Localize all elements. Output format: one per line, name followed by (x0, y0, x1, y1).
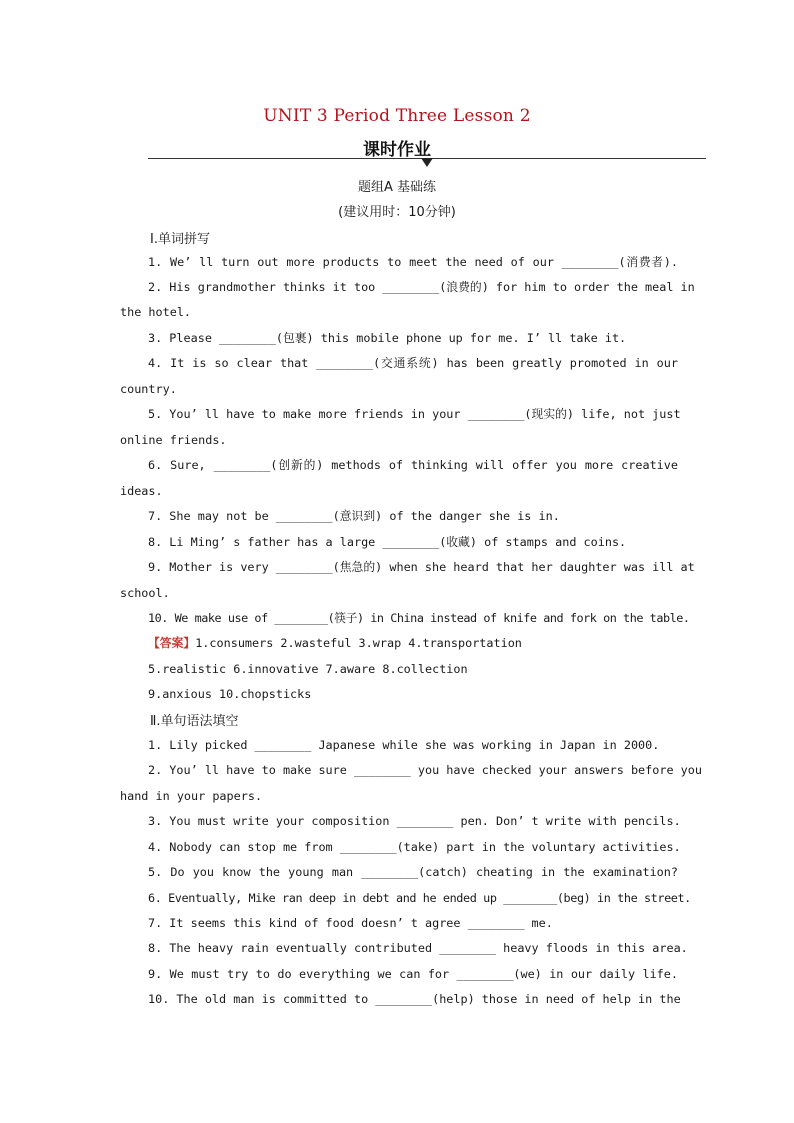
question-line: 4. It is so clear that ________(交通系统) has been greatly promoted in our (148, 356, 678, 370)
question-line: 8. Li Ming’ s father has a large ________(收藏) of stamps and coins. (148, 535, 627, 549)
question-line-continued: the hotel. (120, 305, 192, 319)
question-line-continued: ideas. (120, 484, 163, 498)
page-subtitle: 课时作业 (363, 140, 431, 160)
triangle-marker-icon (421, 158, 433, 167)
question-line: 2. You’ ll have to make sure ________ you have checked your answers before you (148, 763, 702, 777)
question-line: 8. The heavy rain eventually contributed ________ heavy floods in this area. (148, 941, 688, 955)
section-heading-grammar: Ⅱ.单句语法填空 (150, 714, 239, 729)
question-line: 7. She may not be ________(意识到) of the danger she is in. (148, 509, 560, 523)
question-line: 1. We’ ll turn out more products to meet the need of our ________(消费者). (148, 255, 678, 269)
suggested-time: (建议用时：10分钟) (338, 205, 456, 220)
question-line: 10. The old man is committed to ________(help) those in need of help in the (148, 992, 681, 1006)
question-line: 9. Mother is very ________(焦急的) when she heard that her daughter was ill at (148, 560, 695, 574)
question-line: 6. Sure, ________(创新的) methods of thinking will offer you more creative (148, 458, 678, 472)
question-line-continued: online friends. (120, 433, 227, 447)
page-title: UNIT 3 Period Three Lesson 2 (263, 106, 531, 126)
exercise-group-label: 题组A 基础练 (357, 180, 437, 195)
question-line: 7. It seems this kind of food doesn’ t agree ________ me. (148, 916, 553, 930)
question-line: 2. His grandmother thinks it too ________(浪费的) for him to order the meal in (148, 280, 695, 294)
question-line: 6. Eventually, Mike ran deep in debt and he ended up ________(beg) in the street. (148, 891, 691, 905)
question-line-continued: school. (120, 586, 170, 600)
answer-line: 5.realistic 6.innovative 7.aware 8.collection (148, 662, 468, 676)
question-line-continued: country. (120, 382, 177, 396)
section-heading-spelling: Ⅰ.单词拼写 (150, 232, 210, 247)
answer-line: 9.anxious 10.chopsticks (148, 687, 312, 701)
question-line: 3. Please ________(包裹) this mobile phone up for me. I’ ll take it. (148, 331, 627, 345)
question-line: 5. Do you know the young man ________(catch) cheating in the examination? (148, 865, 678, 879)
question-line: 5. You’ ll have to make more friends in your ________(现实的) life, not just (148, 407, 681, 421)
answer-label: 【答案】 (148, 636, 196, 650)
question-line: 10. We make use of ________(筷子) in China instead of knife and fork on the table. (148, 611, 690, 625)
question-line: 3. You must write your composition ________ pen. Don’ t write with pencils. (148, 814, 681, 828)
question-line: 4. Nobody can stop me from ________(take) part in the voluntary activities. (148, 840, 681, 854)
question-line: 1. Lily picked ________ Japanese while she was working in Japan in 2000. (148, 738, 660, 752)
question-line-continued: hand in your papers. (120, 789, 263, 803)
answer-line (148, 634, 678, 652)
answer-text: 1.consumers 2.wasteful 3.wrap 4.transportation (195, 636, 522, 650)
question-line: 9. We must try to do everything we can for ________(we) in our daily life. (148, 967, 678, 981)
